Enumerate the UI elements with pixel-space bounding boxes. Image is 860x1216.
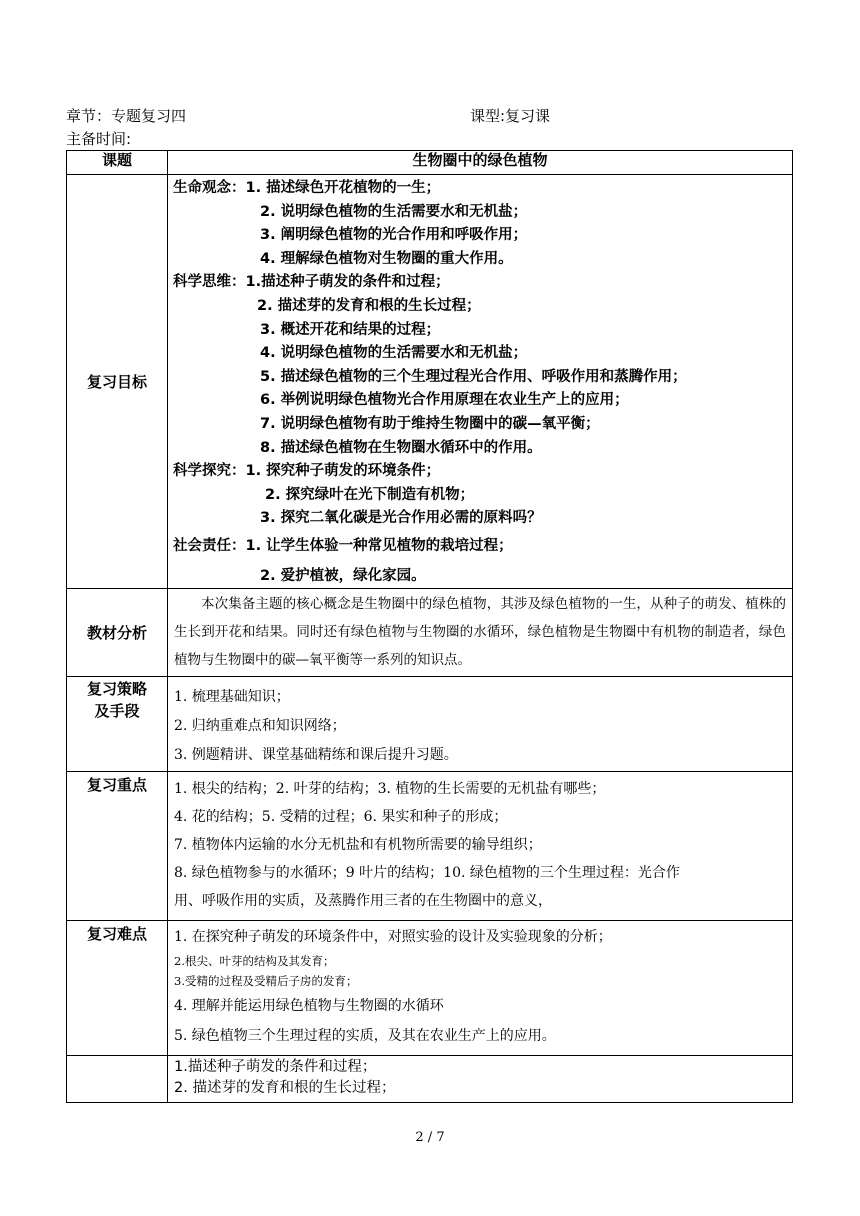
goals-row [67,175,793,589]
lesson-type-label: 课型:复习课 [470,107,551,125]
difficulties-label: 复习难点 [67,921,168,1056]
continuation-cell [168,1056,793,1103]
goal-line: 3. 探究二氧化碳是光合作用必需的原料吗？ [260,510,542,527]
goals-label: 复习目标 [67,175,168,589]
difficulty-item: 2.根尖、叶芽的结构及其发育； [174,954,335,969]
page-number: 2 / 7 [415,1130,445,1145]
goal-line: 3. 概述开花和结果的过程； [260,321,441,338]
strategy-label-line: 及手段 [94,702,140,721]
strategy-row [67,677,793,772]
key-points-label: 复习重点 [67,772,168,921]
topic-value: 生物圈中的绿色植物 [168,151,793,175]
difficulty-item: 5. 绿色植物三个生理过程的实质，及其在农业生产上的应用。 [174,1028,556,1045]
key-point-item: 8. 绿色植物参与的水循环；9 叶片的结构；10. 绿色植物的三个生理过程：光合作 [174,865,680,882]
key-point-item: 4. 花的结构；5. 受精的过程；6. 果实和种子的形成； [174,809,508,826]
strategy-label [67,677,168,772]
lesson-plan-table [66,150,793,1103]
difficulty-item: 4. 理解并能运用绿色植物与生物圈的水循环 [174,998,444,1015]
goal-line: 2. 爱护植被，绿化家园。 [260,567,426,584]
continuation-label [67,1056,168,1103]
strategy-item: 3. 例题精讲、课堂基础精练和课后提升习题。 [174,747,458,764]
topic-row [67,151,793,175]
goal-line: 8. 描述绿色植物在生物圈水循环中的作用。 [260,439,542,456]
chapter-label: 章节：专题复习四 [66,107,187,125]
goal-line: 4. 理解绿色植物对生物圈的重大作用。 [260,250,513,267]
continuation-row [67,1056,793,1103]
goal-line: 7. 说明绿色植物有助于维持生物圈中的碳—氧平衡； [260,415,600,432]
key-point-item: 7. 植物体内运输的水分无机盐和有机物所需要的输导组织； [174,837,542,854]
strategy-item: 2. 归纳重难点和知识网络； [174,718,346,735]
goal-line: 科学思维：1.描述种子萌发的条件和过程； [173,274,450,291]
goal-line: 3. 阐明绿色植物的光合作用和呼吸作用； [260,227,528,244]
analysis-cell [168,589,793,677]
goals-cell [168,175,793,589]
analysis-label: 教材分析 [67,589,168,677]
difficulty-item: 3.受精的过程及受精后子房的发育； [174,974,358,989]
analysis-row [67,589,793,677]
goal-line: 生命观念：1. 描述绿色开花植物的一生； [173,180,441,196]
goal-line: 科学探究：1. 探究种子萌发的环境条件； [173,463,441,480]
goal-line: 2. 说明绿色植物的生活需要水和无机盐； [260,203,528,220]
difficulty-item: 1. 在探究种子萌发的环境条件中，对照实验的设计及实验现象的分析； [174,929,612,946]
goal-line: 4. 说明绿色植物的生活需要水和无机盐； [260,345,528,362]
difficulties-row [67,921,793,1056]
key-point-item: 1. 根尖的结构；2. 叶芽的结构；3. 植物的生长需要的无机盐有哪些； [174,781,606,798]
continuation-item: 2. 描述芽的发育和根的生长过程； [174,1080,396,1097]
goal-line: 5. 描述绿色植物的三个生理过程光合作用、呼吸作用和蒸腾作用； [260,368,687,385]
goal-line: 6. 举例说明绿色植物光合作用原理在农业生产上的应用； [260,392,629,409]
strategy-item: 1. 梳理基础知识； [174,689,290,706]
prep-time-label: 主备时间: [66,130,132,148]
goal-line: 2. 探究绿叶在光下制造有机物； [265,486,475,503]
strategy-label-line: 复习策略 [86,680,147,699]
key-points-row [67,772,793,921]
difficulties-cell [168,921,793,1056]
key-points-cell [168,772,793,921]
goal-line: 2. 描述芽的发育和根的生长过程； [257,297,481,314]
goal-line: 社会责任：1. 让学生体验一种常见植物的栽培过程； [173,537,513,554]
strategy-cell [168,677,793,772]
continuation-item: 1.描述种子萌发的条件和过程； [174,1059,377,1076]
topic-label: 课题 [67,151,168,175]
key-point-item: 用、呼吸作用的实质，及蒸腾作用三者的在生物圈中的意义， [174,893,552,910]
analysis-text: 本次集备主题的核心概念是生物圈中的绿色植物，其涉及绿色植物的一生，从种子的萌发、植株的生长到开花和结果。同时还有绿色植物与生物圈的水循环，绿色植物是生物圈中有机物的制造者，绿色植物与生物圈中的碳—氧平衡等一系列的知识点。 [174,596,786,669]
